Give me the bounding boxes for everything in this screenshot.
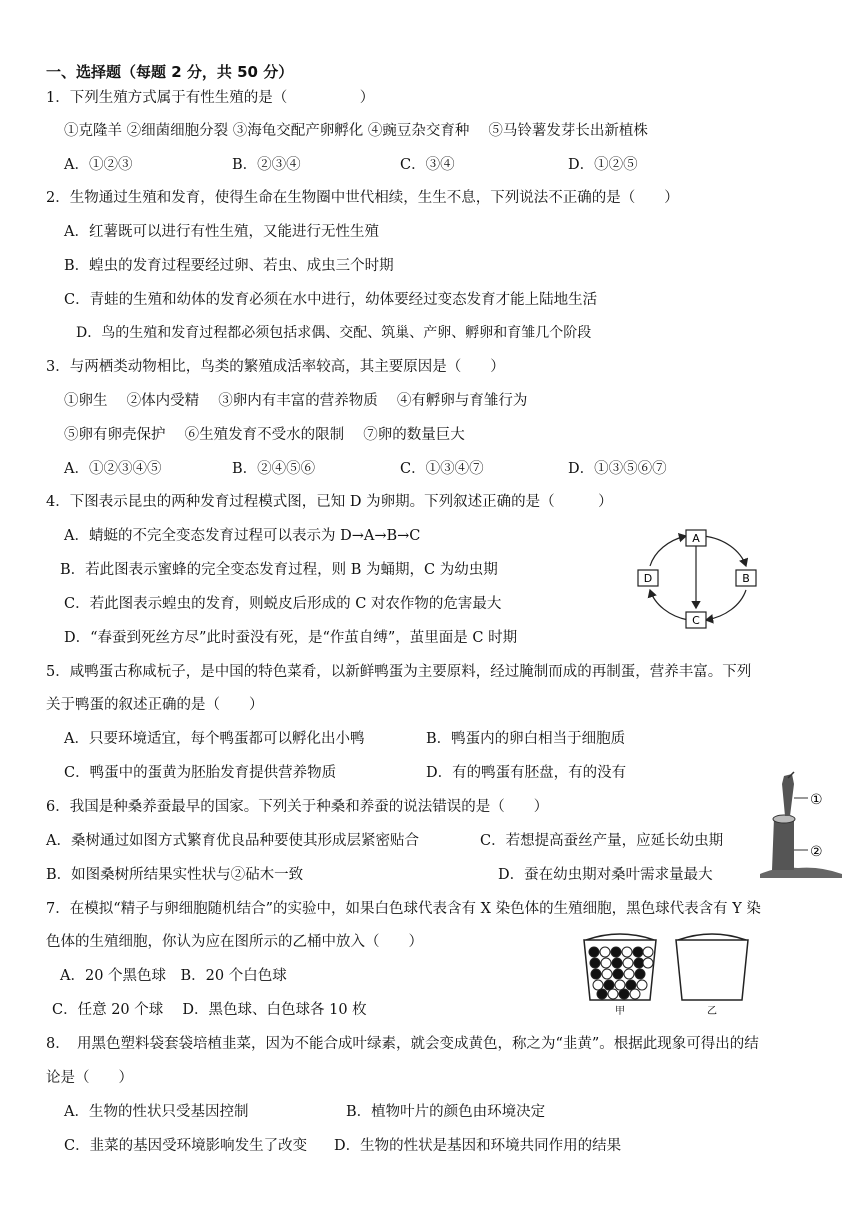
ball xyxy=(611,947,621,957)
q4-stem: 4．下图表示昆虫的两种发育过程模式图，已知 D 为卵期。下列叙述正确的是（ ） xyxy=(46,494,613,510)
ball xyxy=(624,969,634,979)
ball xyxy=(637,980,647,990)
q8-option-b: B．植物叶片的颜色由环境决定 xyxy=(346,1104,546,1120)
ball xyxy=(608,989,618,999)
q5-stem-1: 5．咸鸭蛋古称咸杬子，是中国的特色菜肴，以新鲜鸭蛋为主要原料，经过腌制而成的再制蛋，营养丰富。下列 xyxy=(46,664,752,680)
ball xyxy=(597,989,607,999)
q6-option-c: C．若想提高蚕丝产量，应延长幼虫期 xyxy=(480,833,724,849)
q1-option-b: B．②③④ xyxy=(232,157,301,173)
ball xyxy=(613,969,623,979)
q1-option-d: D．①②⑤ xyxy=(568,157,638,173)
q3-option-c: C．①③④⑦ xyxy=(400,461,484,477)
ball xyxy=(604,980,614,990)
q1-stem: 1．下列生殖方式属于有性生殖的是（ ） xyxy=(46,90,375,106)
ball xyxy=(622,947,632,957)
q8-option-a: A．生物的性状只受基因控制 xyxy=(64,1104,249,1120)
q8-stem-2: 论是（ ） xyxy=(46,1070,133,1086)
bucket-jia-label: 甲 xyxy=(615,1006,625,1017)
ball xyxy=(600,947,610,957)
stage-a-label: A xyxy=(692,532,700,545)
stage-d-label: D xyxy=(643,572,653,585)
ball xyxy=(643,958,653,968)
q2-option-b: B．蝗虫的发育过程要经过卵、若虫、成虫三个时期 xyxy=(64,258,394,274)
q6-option-b: B．如图桑树所结果实性状与②砧木一致 xyxy=(46,867,304,883)
section-title: 一、选择题（每题 2 分，共 50 分） xyxy=(46,63,294,81)
q1-option-c: C．③④ xyxy=(400,157,455,173)
q5-option-a: A．只要环境适宜，每个鸭蛋都可以孵化出小鸭 xyxy=(64,731,365,747)
ball xyxy=(635,969,645,979)
q6-stem: 6．我国是种桑养蚕最早的国家。下列关于种桑和养蚕的说法错误的是（ ） xyxy=(46,799,549,815)
arrow-d-to-a xyxy=(650,536,686,566)
q3-option-b: B．②④⑤⑥ xyxy=(232,461,316,477)
grafting-figure xyxy=(758,770,844,882)
q5-stem-2: 关于鸭蛋的叙述正确的是（ ） xyxy=(46,697,264,713)
stage-b-label: B xyxy=(742,572,750,585)
q3-items-2: ⑤卵有卵壳保护 ⑥生殖发育不受水的限制 ⑦卵的数量巨大 xyxy=(64,427,465,443)
bucket-yi-label: 乙 xyxy=(707,1006,717,1017)
q7-stem-1: 7．在模拟“精子与卵细胞随机结合”的实验中，如果白色球代表含有 X 染色体的生殖细胞，黑色球代表含有 Y 染 xyxy=(46,901,761,917)
q5-option-d: D．有的鸭蛋有胚盘，有的没有 xyxy=(426,765,627,781)
arrow-b-to-c xyxy=(706,590,746,620)
ball xyxy=(615,980,625,990)
q3-stem: 3．与两栖类动物相比，鸟类的繁殖成活率较高，其主要原因是（ ） xyxy=(46,359,505,375)
q4-option-d: D．“春蚕到死丝方尽”此时蚕没有死，是“作茧自缚”，茧里面是 C 时期 xyxy=(64,630,518,646)
bucket-jia xyxy=(584,934,656,1000)
ball xyxy=(626,980,636,990)
q2-stem: 2．生物通过生殖和发育，使得生命在生物圈中世代相续，生生不息，下列说法不正确的是（ ） xyxy=(46,190,679,206)
q4-option-b: B．若此图表示蜜蜂的完全变态发育过程，则 B 为蛹期，C 为幼虫期 xyxy=(60,562,498,578)
q2-option-a: A．红薯既可以进行有性生殖，又能进行无性生殖 xyxy=(64,224,379,240)
q4-option-a: A．蜻蜓的不完全变态发育过程可以表示为 D→A→B→C xyxy=(64,528,421,544)
ball xyxy=(643,947,653,957)
q3-option-a: A．①②③④⑤ xyxy=(64,461,162,477)
q5-option-c: C．鸭蛋中的蛋黄为胚胎发育提供营养物质 xyxy=(64,765,337,781)
q1-option-a: A．①②③ xyxy=(64,157,133,173)
scion-label: ① xyxy=(810,792,823,808)
ball xyxy=(590,958,600,968)
q5-option-b: B．鸭蛋内的卵白相当于细胞质 xyxy=(426,731,626,747)
q2-option-d: D．鸟的生殖和发育过程都必须包括求偶、交配、筑巢、产卵、孵卵和育雏几个阶段 xyxy=(76,325,592,341)
q6-option-d: D．蚕在幼虫期对桑叶需求量最大 xyxy=(498,867,713,883)
stock-label: ② xyxy=(810,844,823,860)
ball xyxy=(601,958,611,968)
q8-stem-1: 8． 用黑色塑料袋套袋培植韭菜，因为不能合成叶绿素，就会变成黄色，称之为“韭黄”。根据此现象可得出的结 xyxy=(46,1036,759,1052)
bucket-yi xyxy=(676,934,748,1000)
q4-option-c: C．若此图表示蝗虫的发育，则蜕皮后形成的 C 对农作物的危害最大 xyxy=(64,596,502,612)
q6-option-a: A．桑树通过如图方式繁育优良品种要使其形成层紧密贴合 xyxy=(46,833,419,849)
q3-option-d: D．①③⑤⑥⑦ xyxy=(568,461,667,477)
ball xyxy=(591,969,601,979)
ball xyxy=(593,980,603,990)
arrow-a-to-b xyxy=(704,536,746,566)
q2-option-c: C．青蛙的生殖和幼体的发育必须在水中进行，幼体要经过变态发育才能上陆地生活 xyxy=(64,292,598,308)
q8-option-c: C．韭菜的基因受环境影响发生了改变 xyxy=(64,1138,308,1154)
ball xyxy=(623,958,633,968)
buckets-figure xyxy=(578,926,756,1018)
q7-option-ab: A．20 个黑色球 B．20 个白色球 xyxy=(60,968,287,984)
ball xyxy=(619,989,629,999)
q7-stem-2: 色体的生殖细胞，你认为应在图所示的乙桶中放入（ ） xyxy=(46,934,423,950)
q7-option-cd: C．任意 20 个球 D．黑色球、白色球各 10 枚 xyxy=(52,1002,367,1018)
arrow-c-to-d xyxy=(650,590,688,620)
ball xyxy=(630,989,640,999)
ball xyxy=(602,969,612,979)
ball xyxy=(633,947,643,957)
insect-development-diagram xyxy=(632,526,764,634)
q1-items: ①克隆羊 ②细菌细胞分裂 ③海龟交配产卵孵化 ④豌豆杂交育种 ⑤马铃薯发芽长出新植株 xyxy=(64,123,648,139)
q8-option-d: D．生物的性状是基因和环境共同作用的结果 xyxy=(334,1138,622,1154)
stage-c-label: C xyxy=(692,614,700,627)
ball xyxy=(589,947,599,957)
ball xyxy=(612,958,622,968)
q3-items-1: ①卵生 ②体内受精 ③卵内有丰富的营养物质 ④有孵卵与育雏行为 xyxy=(64,393,528,409)
